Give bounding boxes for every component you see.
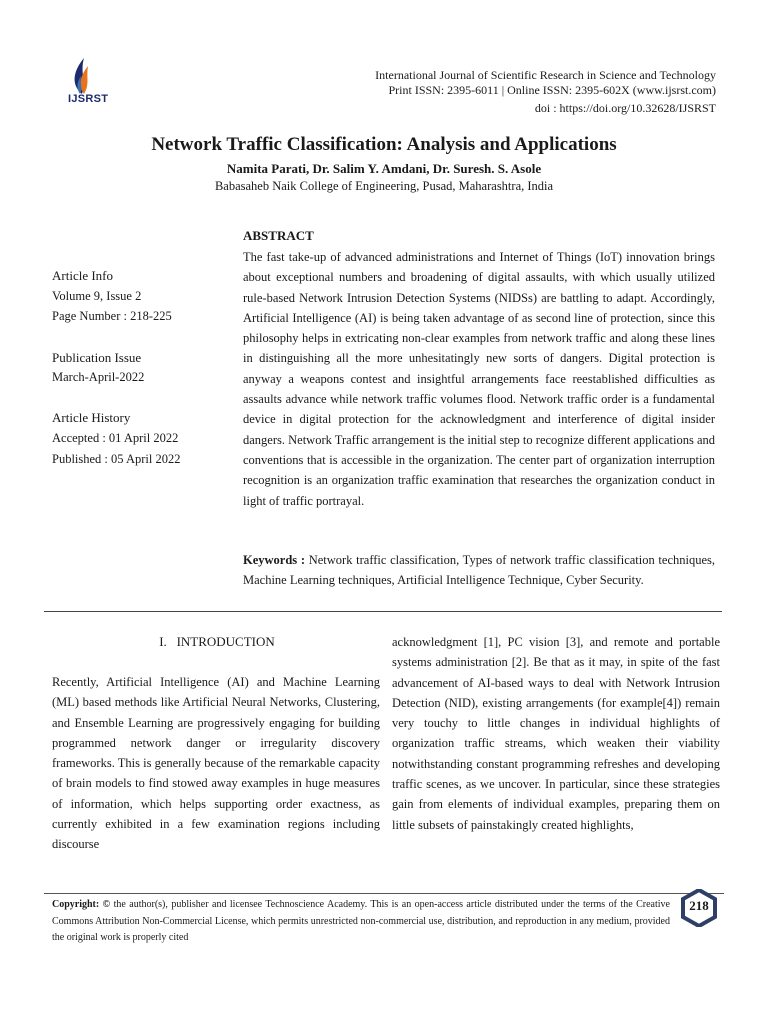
volume: Volume 9, Issue 2 [52,289,142,303]
introduction-heading [52,634,382,650]
publication-issue: March-April-2022 [52,370,145,384]
accepted-date: Accepted : 01 April 2022 [52,431,179,445]
authors: Namita Parati, Dr. Salim Y. Amdani, Dr. Suresh. S. Asole [226,161,542,176]
affiliation: Babasaheb Naik College of Engineering, Pusad, Maharashtra, India [214,179,554,193]
copyright-notice [52,897,670,947]
keywords-label: Keywords : [243,553,306,567]
abstract-text: The fast take-up of advanced administrations and Internet of Things (IoT) innovation brings about exceptional numbers and broadening of digital assaults, with which usually utilized rule-based Network Intrusion Detection Systems (NIDSs) are battling to adapt. Accordingly, Artificial Intelligence (AI) is being taken advantage of as second line of protection, since this philosophy helps in extricating non-clear examples from network traffic and along these lines in distinguishing all the more unhesitatingly new sorts of dangers. Digital protection is anyway a weapons contest and insightful arrangements face reestablished difficulties as assaults advance while network traffic volumes flood. Network traffic order is a fundamental device in digital protection for the acknowledgment and interference of digital insider dangers. Network Traffic arrangement is the initial step to recognize different applications and conventions that is accessible in the organization. The center part of organization interruption recognition is an organization traffic examination that researches the organization conduct in light of traffic portrayal. [243,250,715,508]
doi-line: doi : https://doi.org/10.32628/IJSRST [534,101,716,115]
abstract-heading: ABSTRACT [243,228,314,243]
publication-issue-heading: Publication Issue [52,350,142,365]
copyright-text: the author(s), publisher and licensee Technoscience Academy. This is an open-access article distributed under the terms of the Creative Commons Attribution Non-Commercial License, which permits unrestricted non-commercial use, distribution, and reproduction in any medium, provided the original work is properly cited [52,899,670,943]
paper-title: Network Traffic Classification: Analysis and Applications [151,134,617,155]
page-number: 218 [689,898,709,913]
article-history-heading: Article History [52,410,131,425]
intro-right-column [392,632,720,835]
footer-divider [44,893,724,894]
keywords-list: Network traffic classification, Types of network traffic classification techniques, Machine Learning techniques, Artificial Intelligence Technique, Cyber Security. [243,553,716,588]
intro-left-column [52,672,380,855]
article-info-heading: Article Info [52,268,114,283]
section-divider [44,611,722,612]
logo-text: IJSRST [68,93,109,105]
copyright-label: Copyright: © [52,899,111,910]
flame-logo-icon [64,56,124,96]
published-date: Published : 05 April 2022 [52,452,181,466]
intro-paragraph-continued: acknowledgment [1], PC vision [3], and remote and portable systems administration [2]. Be that as it may, in spite of the fast advancement of AI-based ways to deal with Network Intrusion Detection (NID), existing arrangements (for example[4]) remain very touchy to little changes in individual highlights of organization traffic streams, which weaken their viability notwithstanding constant programming refreshes and developing traffic scenes, as we uncover. In particular, since these strategies gain from elements of individual examples, preparing them on little subsets of painstakingly created highlights, [392,635,720,832]
intro-paragraph: Recently, Artificial Intelligence (AI) and Machine Learning (ML) based methods like Artificial Neural Networks, Clustering, and Ensemble Learning are progressively engaging for building programmed network danger or irregularity discovery frameworks. This is generally because of the remarkable capacity of brain models to find stowed away examples in huge measures of information, which helps supporting order exactness, as currently exhibited in a few examination regions including discourse [52,675,380,852]
issn-line: Print ISSN: 2395-6011 | Online ISSN: 2395-602X (www.ijsrst.com) [388,83,716,97]
section-title: INTRODUCTION [176,634,275,649]
section-number: I. [159,634,167,649]
page-numbers: Page Number : 218-225 [52,309,172,323]
keywords [243,550,715,591]
journal-name: International Journal of Scientific Research in Science and Technology [375,68,716,82]
